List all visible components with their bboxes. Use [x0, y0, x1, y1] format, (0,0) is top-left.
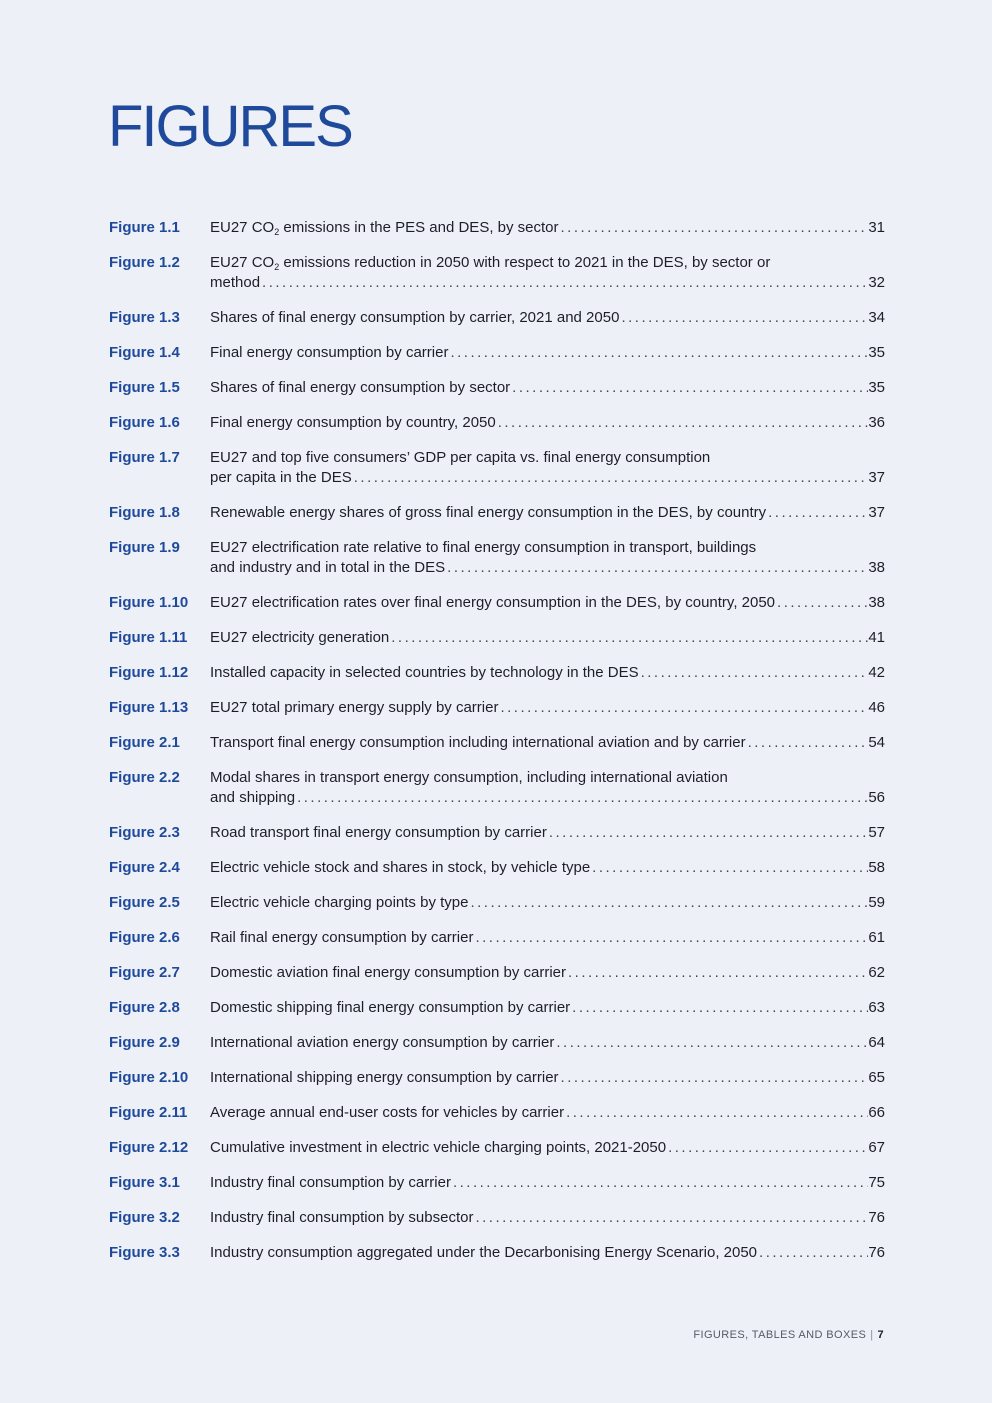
- title-line: [210, 503, 885, 523]
- title-line: [210, 253, 885, 273]
- figure-entry[interactable]: [109, 253, 885, 293]
- title-line: [210, 1208, 885, 1228]
- page-number[interactable]: 59: [868, 894, 885, 911]
- figure-title-text: International aviation energy consumption by carrier: [210, 1034, 555, 1051]
- page-number[interactable]: 38: [868, 594, 885, 611]
- figure-entry[interactable]: [109, 308, 885, 328]
- dot-leader: [473, 1208, 868, 1228]
- figure-entry[interactable]: [109, 698, 885, 718]
- figure-number[interactable]: Figure 2.4: [109, 859, 180, 876]
- dot-leader: [570, 998, 868, 1018]
- figure-title: [210, 963, 885, 983]
- figure-entry[interactable]: [109, 1243, 885, 1263]
- page-number[interactable]: 41: [868, 629, 885, 646]
- dot-leader: [554, 1033, 868, 1053]
- page-number[interactable]: 58: [868, 859, 885, 876]
- figure-entry[interactable]: [109, 823, 885, 843]
- figure-title: [210, 1103, 885, 1123]
- dot-leader: [498, 698, 868, 718]
- figure-number[interactable]: Figure 1.11: [109, 629, 188, 646]
- page-number[interactable]: 76: [868, 1209, 885, 1226]
- figure-title-text: Industry final consumption by subsector: [210, 1209, 474, 1226]
- dot-leader: [766, 503, 868, 523]
- title-line: [210, 343, 885, 363]
- page-number[interactable]: 62: [868, 964, 885, 981]
- title-line: [210, 468, 885, 488]
- figure-entry[interactable]: [109, 893, 885, 913]
- dot-leader: [547, 823, 868, 843]
- figure-entry[interactable]: [109, 768, 885, 808]
- figure-title-text: [210, 218, 559, 238]
- figure-number[interactable]: Figure 2.11: [109, 1104, 188, 1121]
- page-number[interactable]: 63: [868, 999, 885, 1016]
- page-number[interactable]: 66: [868, 1104, 885, 1121]
- figure-title: [210, 1173, 885, 1193]
- figure-number[interactable]: Figure 2.1: [109, 734, 180, 751]
- title-text-part: EU27 CO: [210, 219, 275, 236]
- title-line: [210, 928, 885, 948]
- figure-title-text: EU27 electricity generation: [210, 629, 390, 646]
- dot-leader: [510, 378, 868, 398]
- figure-title-text: EU27 total primary energy supply by carrier: [210, 699, 499, 716]
- figure-entry[interactable]: [109, 593, 885, 613]
- figure-entry[interactable]: [109, 663, 885, 683]
- figure-number[interactable]: Figure 2.10: [109, 1069, 189, 1086]
- figure-title: [210, 628, 885, 648]
- figure-title-text: Shares of final energy consumption by sector: [210, 379, 511, 396]
- figure-number[interactable]: Figure 1.12: [109, 664, 189, 681]
- figure-title-text: per capita in the DES: [210, 469, 352, 486]
- title-line: [210, 1033, 885, 1053]
- figure-title: [210, 503, 885, 523]
- figure-entry[interactable]: [109, 1068, 885, 1088]
- dot-leader: [566, 963, 868, 983]
- page-title: FIGURES: [108, 94, 352, 159]
- figure-title-text: and industry and in total in the DES: [210, 559, 446, 576]
- figure-entry[interactable]: [109, 413, 885, 433]
- figure-entry[interactable]: [109, 1208, 885, 1228]
- figure-number[interactable]: Figure 1.6: [109, 414, 180, 431]
- page-number[interactable]: 46: [868, 699, 885, 716]
- figure-number[interactable]: Figure 2.5: [109, 894, 180, 911]
- figure-title: [210, 308, 885, 328]
- figure-number[interactable]: Figure 1.7: [109, 449, 180, 466]
- figure-number[interactable]: Figure 2.3: [109, 824, 180, 841]
- figure-entry[interactable]: [109, 998, 885, 1018]
- figure-number[interactable]: Figure 1.10: [109, 594, 189, 611]
- page-number[interactable]: 32: [868, 274, 885, 291]
- title-line: [210, 998, 885, 1018]
- figure-title: [210, 893, 885, 913]
- figure-title: [210, 538, 885, 578]
- title-line: [210, 1243, 885, 1263]
- figure-title-text: and shipping: [210, 789, 296, 806]
- dot-leader: [352, 468, 869, 488]
- figure-title: [210, 733, 885, 753]
- figure-number[interactable]: Figure 1.4: [109, 344, 180, 361]
- figure-entry[interactable]: [109, 858, 885, 878]
- figure-title: [210, 1243, 885, 1263]
- footer-separator: |: [870, 1329, 874, 1341]
- figure-entry[interactable]: [109, 928, 885, 948]
- figure-entry[interactable]: [109, 733, 885, 753]
- figure-title: [210, 998, 885, 1018]
- figure-entry[interactable]: [109, 1103, 885, 1123]
- figure-number[interactable]: Figure 1.9: [109, 539, 180, 556]
- dot-leader: [666, 1138, 868, 1158]
- dot-leader: [496, 413, 869, 433]
- page-number[interactable]: 35: [868, 379, 885, 396]
- figure-title-text: EU27 electrification rate relative to final energy consumption in transport, buildings: [210, 539, 757, 556]
- title-line: [210, 218, 885, 238]
- figure-number[interactable]: Figure 1.2: [109, 254, 180, 271]
- dot-leader: [639, 663, 869, 683]
- figure-number[interactable]: Figure 2.12: [109, 1139, 189, 1156]
- figure-title-text: International shipping energy consumption by carrier: [210, 1069, 559, 1086]
- title-line: [210, 1138, 885, 1158]
- figure-title-text: EU27 electrification rates over final energy consumption in the DES, by country, 2050: [210, 594, 776, 611]
- page-number[interactable]: 37: [868, 469, 885, 486]
- figure-title: [210, 593, 885, 613]
- figure-title-text: Shares of final energy consumption by carrier, 2021 and 2050: [210, 309, 620, 326]
- title-line: [210, 1068, 885, 1088]
- title-line: [210, 1103, 885, 1123]
- subscript-2: 2: [274, 262, 280, 272]
- figure-title-text: [210, 253, 770, 273]
- dot-leader: [445, 558, 868, 578]
- page-number[interactable]: 42: [868, 664, 885, 681]
- figure-title: [210, 663, 885, 683]
- page-number[interactable]: 61: [868, 929, 885, 946]
- figure-number[interactable]: Figure 3.3: [109, 1244, 180, 1261]
- page-number[interactable]: 54: [868, 734, 885, 751]
- figure-title-text: Electric vehicle charging points by type: [210, 894, 469, 911]
- page-number[interactable]: 36: [868, 414, 885, 431]
- figure-entry[interactable]: [109, 538, 885, 578]
- figure-title-text: EU27 and top five consumers’ GDP per capita vs. final energy consumption: [210, 449, 711, 466]
- dot-leader: [590, 858, 868, 878]
- dot-leader: [775, 593, 868, 613]
- figure-title: [210, 1208, 885, 1228]
- title-line: [210, 823, 885, 843]
- figure-title-text: Transport final energy consumption including international aviation and by carrier: [210, 734, 746, 751]
- figure-entry[interactable]: [109, 503, 885, 523]
- title-line: [210, 1173, 885, 1193]
- figure-title-text: Industry final consumption by carrier: [210, 1174, 451, 1191]
- page-number[interactable]: 57: [868, 824, 885, 841]
- figures-list: [109, 218, 885, 1278]
- title-line: [210, 593, 885, 613]
- title-text-part: emissions in the PES and DES, by sector: [279, 219, 559, 236]
- page-number[interactable]: 31: [868, 219, 885, 236]
- figure-entry[interactable]: [109, 343, 885, 363]
- figure-number[interactable]: Figure 1.8: [109, 504, 180, 521]
- title-text-part: EU27 CO: [210, 254, 275, 271]
- figure-number[interactable]: Figure 1.13: [109, 699, 189, 716]
- footer-page-number: 7: [877, 1329, 884, 1341]
- dot-leader: [564, 1103, 868, 1123]
- page-number[interactable]: 56: [868, 789, 885, 806]
- figure-entry[interactable]: [109, 378, 885, 398]
- figure-number[interactable]: Figure 2.9: [109, 1034, 180, 1051]
- title-line: [210, 448, 885, 468]
- figure-title: [210, 413, 885, 433]
- dot-leader: [559, 218, 869, 238]
- figure-number[interactable]: Figure 2.7: [109, 964, 180, 981]
- page-number[interactable]: 67: [868, 1139, 885, 1156]
- subscript-2: 2: [274, 227, 280, 237]
- title-line: [210, 663, 885, 683]
- dot-leader: [619, 308, 868, 328]
- dot-leader: [468, 893, 868, 913]
- title-line: [210, 893, 885, 913]
- page-number[interactable]: 34: [868, 309, 885, 326]
- page-number[interactable]: 65: [868, 1069, 885, 1086]
- figure-entry[interactable]: [109, 628, 885, 648]
- title-text-part: emissions reduction in 2050 with respect to 2021 in the DES, by sector or: [279, 254, 771, 271]
- dot-leader: [746, 733, 869, 753]
- title-line: [210, 538, 885, 558]
- figure-title: [210, 343, 885, 363]
- figure-number[interactable]: Figure 2.6: [109, 929, 180, 946]
- figure-title-text: Industry consumption aggregated under the Decarbonising Energy Scenario, 2050: [210, 1244, 758, 1261]
- dot-leader: [260, 273, 868, 293]
- title-line: [210, 698, 885, 718]
- figure-title: [210, 253, 885, 293]
- dot-leader: [451, 1173, 868, 1193]
- title-line: [210, 788, 885, 808]
- figure-title: [210, 698, 885, 718]
- dot-leader: [473, 928, 868, 948]
- title-line: [210, 963, 885, 983]
- figure-title-text: Cumulative investment in electric vehicle charging points, 2021-2050: [210, 1139, 667, 1156]
- title-line: [210, 733, 885, 753]
- page-number[interactable]: 76: [868, 1244, 885, 1261]
- figure-title: [210, 768, 885, 808]
- figure-entry[interactable]: [109, 1173, 885, 1193]
- figure-number[interactable]: Figure 1.1: [109, 219, 180, 236]
- footer-section-title: FIGURES, TABLES AND BOXES: [693, 1329, 867, 1341]
- figure-entry[interactable]: [109, 448, 885, 488]
- figure-title: [210, 378, 885, 398]
- figure-title-text: Final energy consumption by carrier: [210, 344, 449, 361]
- figure-number[interactable]: Figure 3.1: [109, 1174, 180, 1191]
- dot-leader: [559, 1068, 869, 1088]
- page-number[interactable]: 35: [868, 344, 885, 361]
- figure-title: [210, 858, 885, 878]
- figure-number[interactable]: Figure 1.5: [109, 379, 180, 396]
- page-number[interactable]: 64: [868, 1034, 885, 1051]
- figure-title: [210, 1068, 885, 1088]
- figure-title: [210, 928, 885, 948]
- title-line: [210, 858, 885, 878]
- title-line: [210, 413, 885, 433]
- dot-leader: [448, 343, 868, 363]
- page-number[interactable]: 37: [868, 504, 885, 521]
- dot-leader: [295, 788, 868, 808]
- dot-leader: [389, 628, 868, 648]
- figure-title: [210, 1033, 885, 1053]
- figure-title: [210, 448, 885, 488]
- title-line: [210, 273, 885, 293]
- figure-entry[interactable]: [109, 963, 885, 983]
- figure-title: [210, 218, 885, 238]
- figure-number[interactable]: Figure 3.2: [109, 1209, 180, 1226]
- title-line: [210, 308, 885, 328]
- page-number[interactable]: 38: [868, 559, 885, 576]
- title-line: [210, 628, 885, 648]
- figure-number[interactable]: Figure 2.8: [109, 999, 180, 1016]
- page-footer: [693, 1329, 884, 1341]
- figure-title-text: Modal shares in transport energy consumption, including international aviation: [210, 769, 728, 786]
- figure-number[interactable]: Figure 2.2: [109, 769, 180, 786]
- figure-title-text: method: [210, 274, 261, 291]
- figure-title-text: Average annual end-user costs for vehicles by carrier: [210, 1104, 565, 1121]
- figure-entry[interactable]: [109, 1138, 885, 1158]
- title-line: [210, 378, 885, 398]
- figure-title: [210, 1138, 885, 1158]
- title-line: [210, 768, 885, 788]
- figure-number[interactable]: Figure 1.3: [109, 309, 180, 326]
- page-number[interactable]: 75: [868, 1174, 885, 1191]
- dot-leader: [757, 1243, 868, 1263]
- title-line: [210, 558, 885, 578]
- figure-entry[interactable]: [109, 218, 885, 238]
- figure-entry[interactable]: [109, 1033, 885, 1053]
- figure-title-text: Final energy consumption by country, 2050: [210, 414, 496, 431]
- figure-title-text: Electric vehicle stock and shares in stock, by vehicle type: [210, 859, 591, 876]
- figure-title-text: Domestic aviation final energy consumption by carrier: [210, 964, 566, 981]
- figure-title-text: Rail final energy consumption by carrier: [210, 929, 474, 946]
- figure-title-text: Installed capacity in selected countries by technology in the DES: [210, 664, 639, 681]
- figure-title: [210, 823, 885, 843]
- figure-title-text: Road transport final energy consumption by carrier: [210, 824, 547, 841]
- figure-title-text: Renewable energy shares of gross final energy consumption in the DES, by country: [210, 504, 767, 521]
- figure-title-text: Domestic shipping final energy consumption by carrier: [210, 999, 571, 1016]
